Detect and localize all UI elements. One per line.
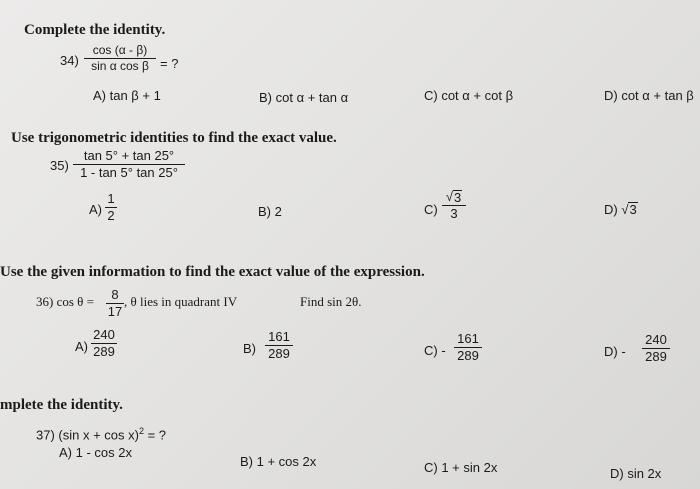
q36-b-label: B)	[243, 341, 256, 356]
q37-option-b[interactable]: B) 1 + cos 2x	[240, 454, 317, 469]
q35-option-d-label: D)	[604, 202, 618, 217]
q35-option-c-label: C)	[424, 202, 438, 217]
q36-cos-fraction: 8 17	[107, 287, 123, 319]
q35-c-denominator: 3	[450, 206, 458, 221]
q34-option-b[interactable]: B) cot α + tan α	[259, 90, 349, 105]
q36-b-fraction: 161 289	[265, 330, 293, 361]
q34-denominator: sin α cos β	[91, 59, 149, 73]
question-number-34: 34)	[60, 53, 79, 68]
q35-numerator: tan 5° + tan 25°	[83, 148, 175, 163]
q34-numerator: cos (α - β)	[92, 43, 148, 57]
q34-option-d[interactable]: D) cot α + tan β	[604, 88, 694, 103]
section-heading-complete-identity: Complete the identity.	[24, 22, 166, 38]
q37-option-a[interactable]: A) 1 - cos 2x	[59, 445, 132, 460]
section-heading-given-information: Use the given information to find the exact value of the expression.	[0, 264, 425, 280]
q35-option-b[interactable]: B) 2	[258, 204, 282, 219]
q35-denominator: 1 - tan 5° tan 25°	[80, 165, 178, 180]
q36-find-text: Find sin 2θ.	[300, 294, 362, 309]
question-37	[36, 426, 166, 442]
q36-a-label: A)	[75, 339, 88, 354]
q36-quadrant-text: , θ lies in quadrant IV	[124, 294, 238, 309]
q35-a-denominator: 2	[107, 208, 115, 223]
q36-d-fraction: 240 289	[642, 333, 670, 364]
q34-option-a[interactable]: A) tan β + 1	[93, 88, 161, 103]
q35-c-sqrt: √ 3	[445, 189, 462, 205]
q36-c-fraction: 161 289	[454, 332, 482, 363]
section-heading-trig-identities: Use trigonometric identities to find the exact value.	[11, 130, 337, 146]
q35-option-a-label: A)	[89, 202, 102, 217]
q35-option-d[interactable]	[604, 202, 638, 217]
q37-option-d[interactable]: D) sin 2x	[610, 466, 662, 481]
question-35-fraction	[73, 149, 185, 180]
question-34-fraction	[84, 44, 156, 73]
q36-d-label: D) -	[604, 344, 626, 359]
q37-option-c[interactable]: C) 1 + sin 2x	[424, 460, 498, 475]
q36-c-label: C) -	[424, 343, 446, 358]
q37-equals-question: = ?	[147, 427, 167, 443]
q35-d-sqrt: √ 3	[621, 202, 637, 217]
q37-exponent: 2	[138, 426, 144, 436]
q34-option-c[interactable]: C) cot α + cot β	[424, 88, 514, 103]
q35-a-numerator: 1	[107, 191, 115, 206]
q34-equals-question: = ?	[160, 56, 179, 71]
q35-option-a-fraction	[105, 192, 117, 223]
q36-prefix: 36) cos θ =	[36, 294, 94, 309]
q36-a-fraction: 240 289	[91, 328, 117, 359]
q37-expression: 37) (sin x + cos x)	[36, 427, 139, 443]
q35-option-c-fraction	[442, 190, 466, 221]
question-number-35: 35)	[50, 158, 69, 173]
section-heading-complete-identity-2: mplete the identity.	[0, 397, 123, 413]
